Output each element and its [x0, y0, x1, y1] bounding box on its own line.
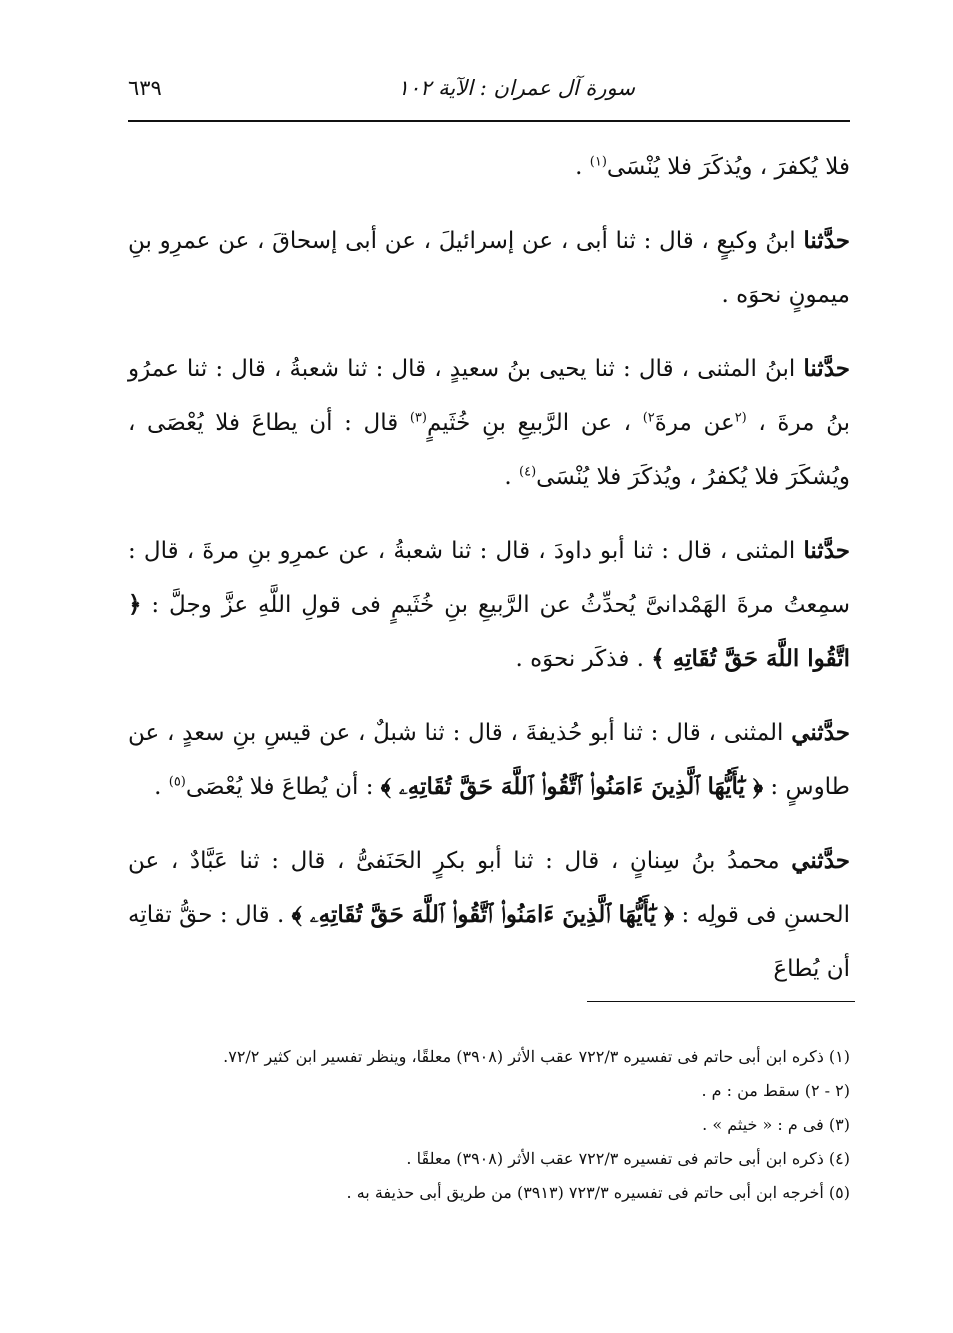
footnote-marker: (٤) — [519, 464, 537, 480]
paragraph-text: محمدُ بنُ سِنانٍ ، قال : ثنا أبو بكرٍ الحَنَفىُّ ، قال : ثنا عَبَّادٌ ، عن الحسنِ فى قولِه : — [128, 848, 850, 928]
main-text — [128, 140, 850, 1016]
footnote: (٤) ذكره ابن أبى حاتم فى تفسيره ٧٢٢/٣ عقب الأثر (٣٩٠٨) معلقًا . — [406, 1149, 850, 1168]
paragraph-text: . — [154, 774, 169, 800]
quran-verse: ﴿ اتَّقُوا اللَّهَ حَقَّ تُقَاتِهِ ﴾ — [128, 591, 850, 672]
paragraph-text: قال : أن يطاعَ فلا يُعْصَى ، ويُشكَرَ فلا يُكفرُ ، ويُذكَرَ فلا يُنْسَى — [128, 410, 850, 490]
isnad-lead-word: حدَّثنا — [803, 355, 850, 382]
paragraph-text: فلا يُكفرَ ، ويُذكَرَ فلا يُنْسَى — [606, 154, 850, 180]
footnote-separator — [587, 1001, 855, 1002]
paragraph-text: : أن يُطاعَ فلا يُعْصَى — [185, 774, 381, 800]
paragraph — [128, 214, 850, 322]
paragraph-text: . فذكَر نحوَه . — [515, 646, 652, 672]
paragraph — [128, 524, 850, 686]
paragraph-text: . — [575, 154, 590, 180]
paragraph — [128, 342, 850, 504]
footnote-marker: (٣) — [409, 410, 427, 426]
footnote: (١) ذكره ابن أبى حاتم فى تفسيره ٧٢٢/٣ عقب الأثر (٣٩٠٨) معلقًا، وينظر تفسير ابن كثير ٧٢/٢. — [223, 1047, 850, 1066]
quran-verse: ﴿ يَٰٓأَيُّهَا ٱلَّذِينَ ءَامَنُوا۟ ٱتَّقُوا۟ ٱللَّهَ حَقَّ تُقَاتِهِۦ ﴾ — [291, 901, 675, 928]
paragraph — [128, 140, 850, 194]
footnote-marker: ٢) — [642, 410, 655, 426]
footnote-marker: (١) — [589, 154, 607, 170]
footnote: (٣) فى م : « خيثم » . — [702, 1115, 850, 1134]
isnad-lead-word: حدَّثني — [791, 719, 850, 746]
isnad-lead-word: حدَّثنا — [803, 537, 850, 564]
page-header — [128, 70, 850, 106]
paragraph-text: ، عن الرَّبيعِ بنِ خُثَيمٍ — [426, 410, 643, 436]
paragraph-text: المثنى ، قال : ثنا أبو حُذيفةَ ، قال : ثنا شبلٌ ، عن قيسِ بنِ سعدٍ ، عن طاوسٍ : — [128, 720, 850, 800]
footnote: (٥) أخرجه ابن أبى حاتم فى تفسيره ٧٢٣/٣ (٣٩١٣) من طريق أبى حذيفة به . — [346, 1183, 850, 1202]
paragraph-text: عن مرةَ — [654, 410, 735, 436]
paragraph-text: . — [504, 464, 520, 490]
paragraph-text: . قال : حقُّ تقاتِه أن يُطاعَ — [128, 902, 850, 982]
isnad-lead-word: حدَّثنا — [803, 227, 850, 254]
footnotes — [128, 1040, 850, 1210]
paragraph-text: ابنُ وكيعٍ ، قال : ثنا أبى ، عن إسرائيلَ ، عن أبى إسحاقَ ، عن عمرِو بنِ ميمونٍ نحوَه . — [128, 228, 850, 308]
header-rule — [128, 120, 850, 122]
quran-verse: ﴿ يَٰٓأَيُّهَا ٱلَّذِينَ ءَامَنُوا۟ ٱتَّقُوا۟ ٱللَّهَ حَقَّ تُقَاتِهِۦ ﴾ — [380, 773, 764, 800]
running-title: سورة آل عمران : الآية ١٠٢ — [397, 76, 635, 100]
footnote-marker: (٢ — [734, 410, 747, 426]
page-number: ٦٣٩ — [128, 76, 162, 100]
paragraph — [128, 706, 850, 814]
isnad-lead-word: حدَّثني — [791, 847, 850, 874]
paragraph-text: المثنى ، قال : ثنا أبو داودَ ، قال : ثنا شعبةُ ، عن عمرِو بنِ مرةَ ، قال : سمِعتُ مرةَ الهَمْدانىَّ يُحدِّثُ عن الرَّبيعِ بنِ خُثَيمٍ فى قولِ اللَّهِ عزَّ وجلَّ : — [128, 538, 850, 618]
footnote: (٢ - ٢) سقط من : م . — [701, 1081, 850, 1100]
footnote-marker: (٥) — [168, 774, 186, 790]
paragraph — [128, 834, 850, 996]
paragraph-text: ابنُ المثنى ، قال : ثنا يحيى بنُ سعيدٍ ، قال : ثنا شعبةُ ، قال : ثنا عمرُو بنُ مرةَ ، — [128, 356, 850, 436]
